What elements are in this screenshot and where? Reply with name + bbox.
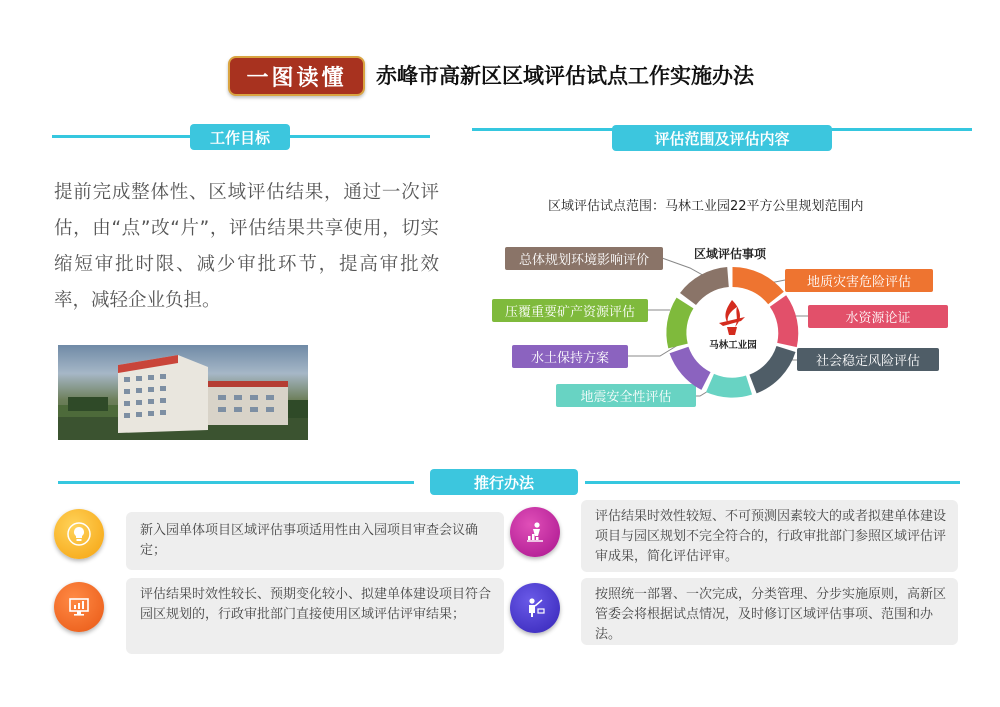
item-seismic: 地震安全性评估 [556,384,696,407]
wheel-center-label: 马林工业园 [709,340,757,351]
scope-range-text: 区域评估试点范围：马林工业园22平方公里规划范围内 [548,199,864,214]
scope-heading: 评估范围及评估内容 [612,125,832,151]
presenter-icon [510,583,560,633]
method-item-2: 评估结果时效性较短、不可预测因素较大的或者拟建单体建设项目与园区规划不完全符合的，行政审批部门参照区域评估评审成果，简化评估评审。 [581,500,958,572]
items-wheel [665,265,800,400]
item-env-impact: 总体规划环境影响评价 [505,247,663,270]
methods-divider-right [585,481,960,484]
item-water-resource: 水资源论证 [808,305,948,328]
items-title: 区域评估事项 [694,247,767,261]
lightbulb-icon [54,509,104,559]
method-item-1: 新入园单体项目区域评估事项适用性由入园项目审查会议确定； [126,512,504,570]
page-title: 赤峰市高新区区域评估试点工作实施办法 [376,64,754,88]
goal-text: 提前完成整体性、区域评估结果，通过一次评估，由“点”改“片”，评估结果共享使用，切实缩短审批时限、减少审批环节，提高审批效率，减轻企业负担。 [54,182,439,311]
method-item-3: 评估结果时效性较长、预期变化较小、拟建单体建设项目符合园区规划的，行政审批部门直接使用区域评估评审结果； [126,578,504,654]
method-item-4: 按照统一部署、一次完成，分类管理、分步实施原则，高新区管委会将根据试点情况，及时修订区域评估事项、范围和办法。 [581,578,958,645]
item-geo-hazard: 地质灾害危险评估 [785,269,933,292]
methods-heading: 推行办法 [430,469,578,495]
building-photo [58,345,308,440]
monitor-chart-icon [54,582,104,632]
methods-divider-left [58,481,414,484]
title-badge: 一图读懂 [228,56,365,96]
goal-heading: 工作目标 [190,124,290,150]
item-soil-water: 水土保持方案 [512,345,628,368]
item-mineral: 压覆重要矿产资源评估 [492,299,648,322]
item-social-risk: 社会稳定风险评估 [797,348,939,371]
presenter-chart-icon [510,507,560,557]
